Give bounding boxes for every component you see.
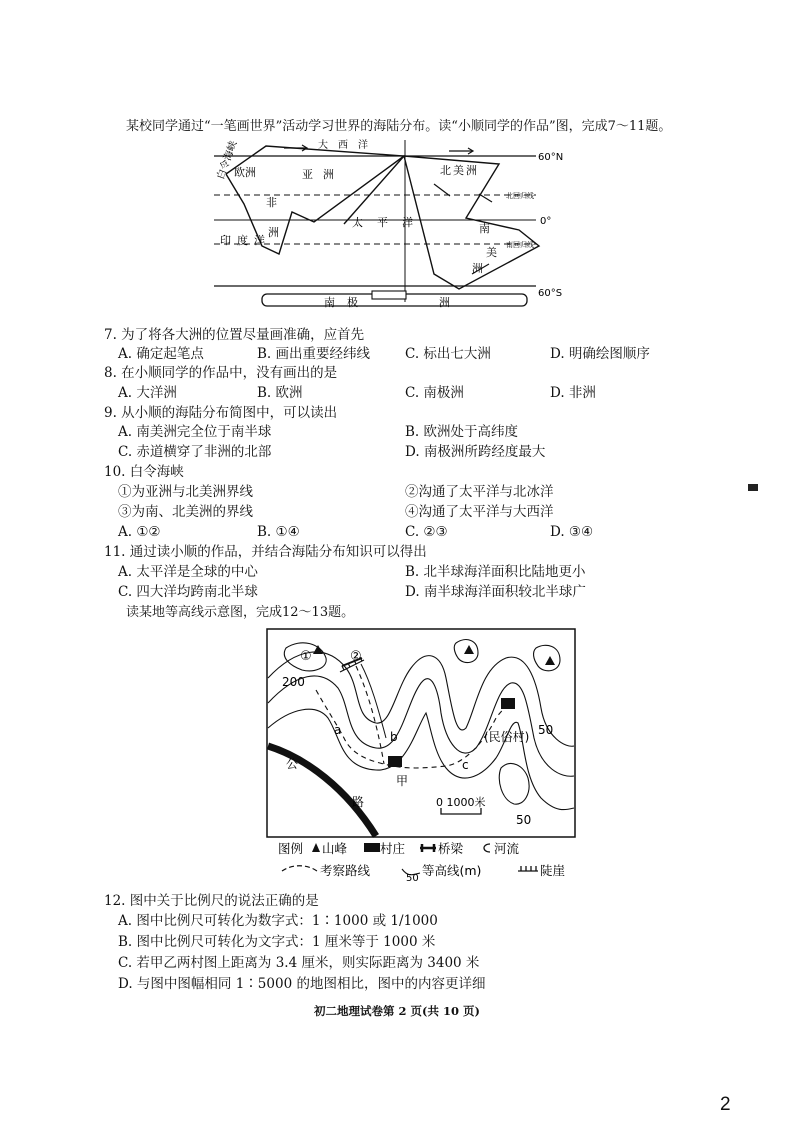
q9-stem: 9. 从小顺的海陆分布简图中，可以读出 xyxy=(104,405,338,421)
legend-bridge: 桥梁 xyxy=(438,841,464,856)
q9-option-c[interactable]: C. 赤道横穿了非洲的北部 xyxy=(118,444,272,460)
q10-option-a[interactable]: A. ①② xyxy=(118,524,161,540)
label-antarctica: 南极 xyxy=(324,296,370,309)
q8-stem: 8. 在小顺同学的作品中，没有画出的是 xyxy=(104,365,338,381)
label-indian: 印度洋 xyxy=(220,234,271,247)
legend-peak: 山峰 xyxy=(322,841,348,856)
road-label-1: 公 xyxy=(286,757,299,771)
q7-option-a[interactable]: A. 确定起笔点 xyxy=(118,346,204,362)
label-south-america-3: 洲 xyxy=(472,262,483,275)
q11-option-a[interactable]: A. 太平洋是全球的中心 xyxy=(118,564,258,580)
village-jia xyxy=(388,756,402,767)
legend-river-icon xyxy=(484,844,490,852)
q10-option-c[interactable]: C. ②③ xyxy=(405,524,448,540)
lat-label-60s: 60°S xyxy=(538,288,563,299)
q10-option-b[interactable]: B. ①④ xyxy=(257,524,300,540)
world-sketch-map xyxy=(214,134,564,314)
label-antarctica-2: 洲 xyxy=(439,296,450,309)
label-africa: 非 xyxy=(266,196,277,209)
legend-contour-value: 50 xyxy=(406,873,419,884)
point-2: ② xyxy=(350,649,362,664)
label-asia: 亚洲 xyxy=(302,168,344,181)
label-south-america: 南 xyxy=(479,222,490,235)
route-point-b: b xyxy=(390,730,398,744)
contour-label-50b: 50 xyxy=(516,813,532,827)
label-bering: 白令海峡 xyxy=(215,139,240,182)
legend-bridge-icon xyxy=(420,844,436,852)
legend-village-icon xyxy=(364,843,380,852)
legend-cliff-icon xyxy=(518,866,538,871)
page-footer: 初二地理试卷第 2 页(共 10 页) xyxy=(314,1004,480,1018)
side-mark xyxy=(748,484,758,491)
q11-option-c[interactable]: C. 四大洋均跨南北半球 xyxy=(118,584,258,600)
point-1: ① xyxy=(300,649,312,664)
village-minsu xyxy=(501,698,515,709)
q11-option-d[interactable]: D. 南半球海洋面积较北半球广 xyxy=(405,584,586,600)
q8-option-c[interactable]: C. 南极洲 xyxy=(405,385,464,401)
legend-cliff: 陡崖 xyxy=(540,863,566,878)
q10-statement-1: ①为亚洲与北美洲界线 xyxy=(118,484,253,500)
q10-statement-3: ③为南、北美洲的界线 xyxy=(118,504,253,520)
q10-option-d[interactable]: D. ③④ xyxy=(550,524,594,540)
q12-stem: 12. 图中关于比例尺的说法正确的是 xyxy=(104,893,319,909)
contour-map xyxy=(266,628,576,838)
q7-option-c[interactable]: C. 标出七大洲 xyxy=(405,346,491,362)
lat-label-0: 0° xyxy=(540,216,552,227)
q8-option-b[interactable]: B. 欧洲 xyxy=(257,385,303,401)
q8-option-a[interactable]: A. 大洋洲 xyxy=(118,385,177,401)
lat-label-60n: 60°N xyxy=(538,152,564,163)
contour-label-200: 200 xyxy=(282,675,305,689)
contour-label-50a: 50 xyxy=(538,723,554,737)
q12-option-b[interactable]: B. 图中比例尺可转化为文字式：1 厘米等于 1000 米 xyxy=(118,934,436,950)
label-tropic-s: 南回归线 xyxy=(506,241,534,249)
q7-option-d[interactable]: D. 明确绘图顺序 xyxy=(550,346,650,362)
q10-statement-2: ②沟通了太平洋与北冰洋 xyxy=(405,484,554,500)
q9-option-a[interactable]: A. 南美洲完全位于南半球 xyxy=(118,424,272,440)
road-label-2: 路 xyxy=(352,795,365,809)
legend-route: 考察路线 xyxy=(320,863,371,878)
label-south-america-2: 美 xyxy=(486,246,497,259)
scale-label: 0 1000米 xyxy=(436,796,486,809)
village-label-minsu: (民俗村) xyxy=(484,730,530,744)
q9-option-d[interactable]: D. 南极洲所跨经度最大 xyxy=(405,444,546,460)
q10-statement-4: ④沟通了太平洋与大西洋 xyxy=(405,504,554,520)
q7-stem: 7. 为了将各大洲的位置尽量画准确，应首先 xyxy=(104,327,365,343)
intro-text-12-13: 读某地等高线示意图，完成12～13题。 xyxy=(126,605,355,620)
label-tropic-n: 北回归线 xyxy=(506,192,534,200)
q8-option-d[interactable]: D. 非洲 xyxy=(550,385,596,401)
village-label-jia: 甲 xyxy=(396,774,409,788)
q9-option-b[interactable]: B. 欧洲处于高纬度 xyxy=(405,424,519,440)
legend-peak-icon xyxy=(312,843,320,852)
label-north-america: 北美洲 xyxy=(440,164,479,177)
legend xyxy=(272,839,594,885)
route-point-a: a xyxy=(334,723,342,737)
legend-title: 图例 xyxy=(278,841,304,856)
q10-stem: 10. 白令海峡 xyxy=(104,464,184,480)
legend-route-icon xyxy=(282,866,317,871)
label-pacific: 太平洋 xyxy=(352,216,427,229)
label-africa-2: 洲 xyxy=(268,226,279,239)
legend-village: 村庄 xyxy=(380,841,406,856)
page-number: 2 xyxy=(720,1094,731,1115)
q12-option-a[interactable]: A. 图中比例尺可转化为数字式：1∶1000 或 1/1000 xyxy=(118,913,438,929)
q12-option-c[interactable]: C. 若甲乙两村图上距离为 3.4 厘米，则实际距离为 3400 米 xyxy=(118,955,480,971)
q12-option-d[interactable]: D. 与图中图幅相同 1∶5000 的地图相比，图中的内容更详细 xyxy=(118,976,486,992)
q7-option-b[interactable]: B. 画出重要经纬线 xyxy=(257,346,371,362)
route-point-c: c xyxy=(462,758,469,772)
intro-text-7-11: 某校同学通过“一笔画世界”活动学习世界的海陆分布。读“小顺同学的作品”图，完成7～11题。 xyxy=(126,119,672,134)
q11-option-b[interactable]: B. 北半球海洋面积比陆地更小 xyxy=(405,564,586,580)
legend-river: 河流 xyxy=(494,841,520,856)
q11-stem: 11. 通过读小顺的作品，并结合海陆分布知识可以得出 xyxy=(104,544,427,560)
label-europe: 欧洲 xyxy=(234,166,256,179)
legend-contour: 等高线(m) xyxy=(422,863,482,878)
label-atlantic: 大西洋 xyxy=(318,140,378,151)
